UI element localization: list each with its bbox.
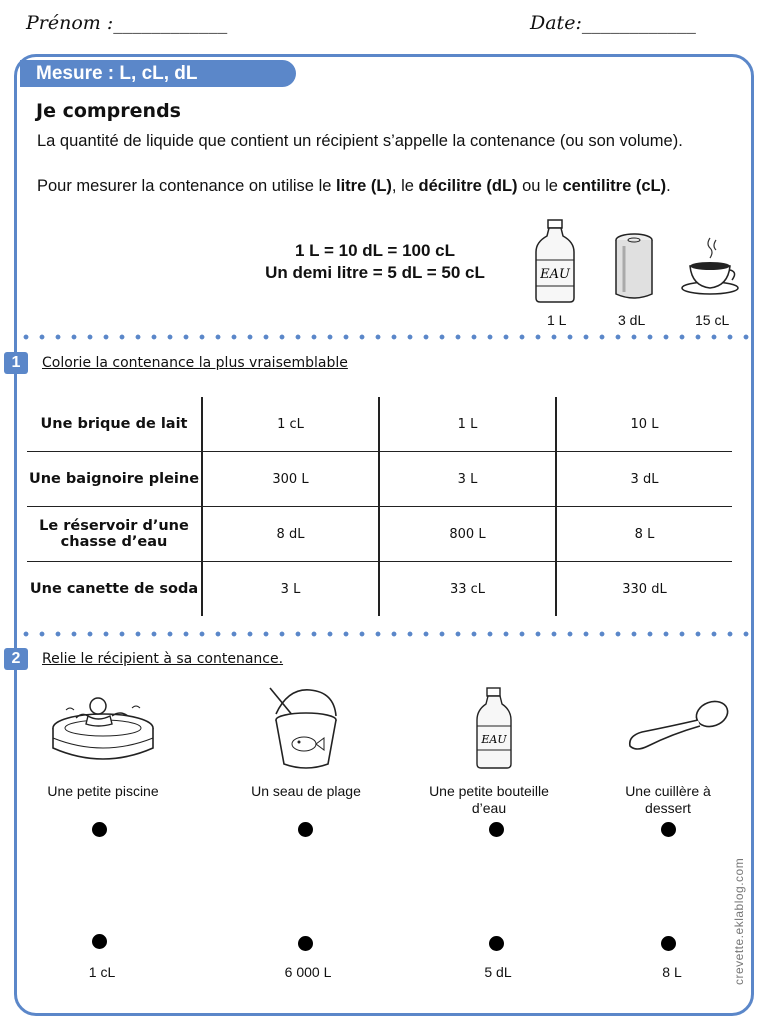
unit-centilitre: centilitre (cL) — [562, 177, 667, 195]
bottle-label: EAU — [481, 733, 507, 746]
capacity-option[interactable]: 300 L — [202, 452, 379, 507]
unit-litre: litre (L) — [336, 177, 392, 195]
capacity-amount: 8 L — [662, 964, 682, 980]
capacity-option[interactable]: 330 dL — [556, 562, 732, 617]
capacity-option[interactable]: 10 L — [556, 397, 732, 452]
worksheet-title: Mesure : L, cL, dL — [20, 60, 296, 87]
container-label: Un seau de plage — [251, 783, 361, 799]
section-divider — [18, 334, 752, 340]
container-label: Une cuillère à dessert — [625, 783, 711, 816]
soda-can-icon — [610, 232, 658, 302]
intro-text: Pour mesurer la contenance on utilise le — [37, 177, 336, 195]
table-row — [27, 397, 732, 452]
prenom-field — [26, 12, 227, 34]
beach-bucket-icon — [268, 686, 346, 772]
capacity-option[interactable]: 8 L — [556, 507, 732, 562]
link-dot[interactable] — [92, 934, 107, 949]
table-row — [27, 562, 732, 617]
row-label: Le réservoir d’une chasse d’eau — [27, 507, 202, 562]
exercise-number: 1 — [4, 352, 28, 374]
link-dot[interactable] — [661, 936, 676, 951]
prenom-label: Prénom : — [26, 12, 114, 34]
capacity-option[interactable]: 33 cL — [379, 562, 556, 617]
intro-units — [37, 175, 717, 197]
table-row — [27, 452, 732, 507]
capacity-option[interactable]: 3 dL — [556, 452, 732, 507]
capacity-amount: 5 dL — [484, 964, 512, 980]
water-bottle-icon — [530, 218, 580, 304]
spoon-icon — [622, 696, 732, 756]
container-label: Une petite piscine — [47, 783, 159, 799]
table-row — [27, 507, 732, 562]
section-heading: Je comprends — [36, 100, 181, 122]
small-water-bottle-icon — [474, 686, 514, 770]
exercise-instruction: Relie le récipient à sa contenance. — [42, 651, 284, 667]
intro-definition: La quantité de liquide que contient un récipient s’appelle la contenance (ou son volume). — [37, 132, 683, 150]
formula-line-1: 1 L = 10 dL = 100 cL — [294, 241, 456, 260]
link-dot[interactable] — [92, 822, 107, 837]
capacity-amount: 6 000 L — [284, 964, 332, 980]
coffee-cup-icon — [680, 236, 740, 298]
exercise-instruction: Colorie la contenance la plus vraisemblable — [42, 355, 348, 371]
link-dot[interactable] — [489, 822, 504, 837]
row-label: Une baignoire pleine — [27, 452, 202, 507]
bottle-caption: 1 L — [547, 312, 567, 328]
capacity-option[interactable]: 8 dL — [202, 507, 379, 562]
link-dot[interactable] — [298, 822, 313, 837]
intro-text: , le — [391, 177, 419, 195]
capacity-option[interactable]: 3 L — [379, 452, 556, 507]
link-dot[interactable] — [661, 822, 676, 837]
capacity-option[interactable]: 800 L — [379, 507, 556, 562]
row-label: Une brique de lait — [40, 416, 188, 432]
site-credit: crevette.eklablog.com — [732, 857, 746, 985]
link-dot[interactable] — [489, 936, 504, 951]
pool-icon — [48, 688, 158, 770]
formula-line-2: Un demi litre = 5 dL = 50 cL — [265, 263, 485, 282]
cup-caption: 15 cL — [695, 312, 730, 328]
prenom-blank: ____________ — [113, 12, 228, 34]
can-caption: 3 dL — [618, 312, 646, 328]
capacity-option[interactable]: 1 L — [379, 397, 556, 452]
capacity-option[interactable]: 3 L — [202, 562, 379, 617]
date-field — [530, 12, 696, 34]
intro-text: ou le — [517, 177, 563, 195]
container-label: Une petite bouteille d’eau — [429, 783, 549, 816]
exercise-number: 2 — [4, 648, 28, 670]
link-dot[interactable] — [298, 936, 313, 951]
date-blank: ____________ — [581, 12, 696, 34]
row-label: Une canette de soda — [27, 562, 202, 617]
intro-text: . — [666, 177, 671, 195]
section-divider — [18, 631, 752, 637]
capacity-amount: 1 cL — [88, 964, 116, 980]
capacity-option[interactable]: 1 cL — [202, 397, 379, 452]
capacity-table — [27, 397, 732, 616]
unit-decilitre: décilitre (dL) — [418, 177, 518, 195]
date-label: Date: — [530, 12, 582, 34]
bottle-label: EAU — [540, 267, 570, 282]
